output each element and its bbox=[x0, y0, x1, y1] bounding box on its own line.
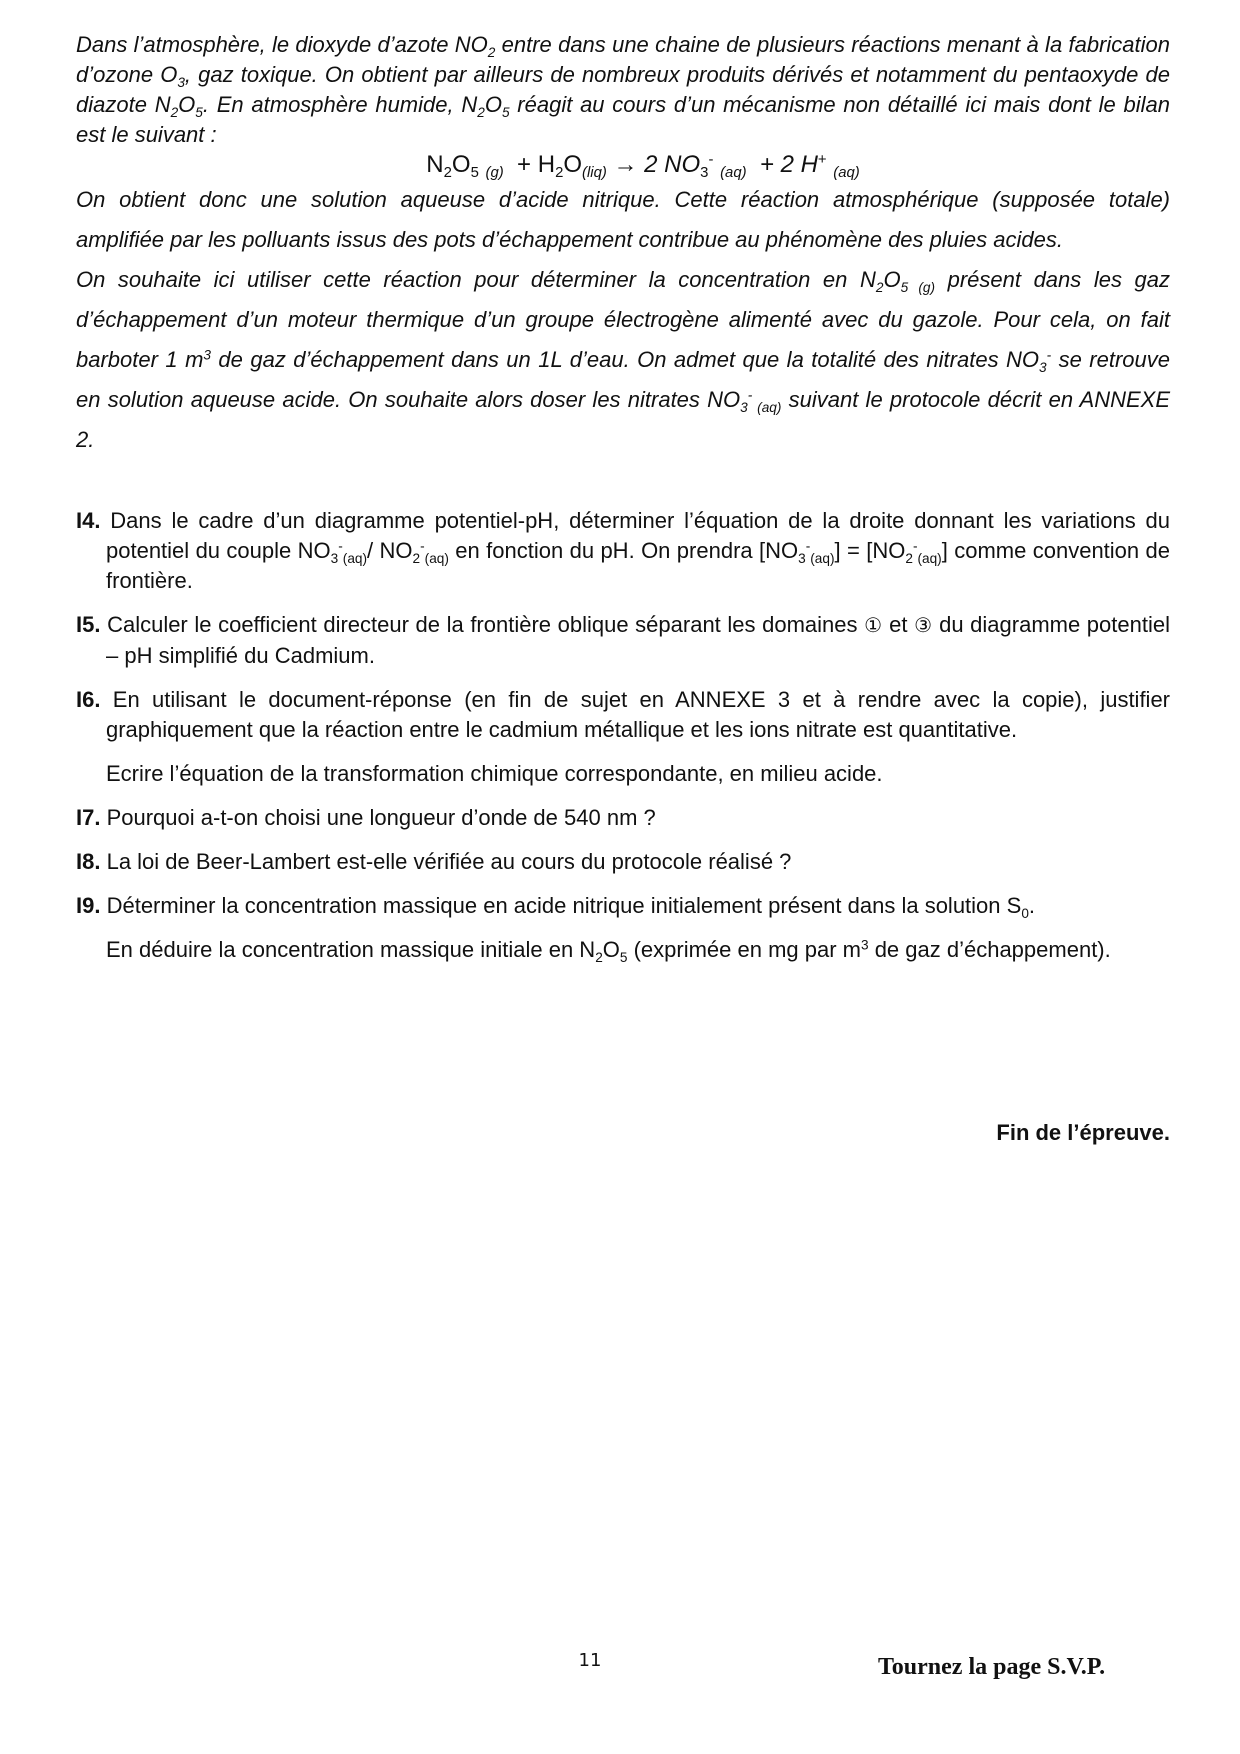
subscript: 2 bbox=[595, 949, 603, 965]
subscript: (aq) bbox=[342, 550, 368, 566]
question-label: I6. bbox=[76, 687, 101, 712]
subscript: 5 bbox=[619, 949, 628, 965]
subscript: 2 bbox=[905, 550, 913, 566]
intro-paragraph-2: On obtient donc une solution aqueuse d’acide nitrique. Cette réaction atmosphérique (supposée totale) amplifiée par les polluants issus des pots d’échappement contribue au phénomène des pluies acides. bbox=[76, 187, 1170, 252]
subscript: (aq) bbox=[424, 550, 449, 566]
superscript: 3 bbox=[861, 937, 869, 953]
text-run: , gaz toxique. On obtient par ailleurs de nombreux produits dérivés et notamment du pentaoxyde de diazote N bbox=[76, 62, 1170, 117]
text-run: ] comme convention de frontière. bbox=[106, 538, 1171, 593]
question-i4 bbox=[76, 506, 1170, 596]
state-label: (aq) bbox=[833, 165, 860, 182]
text-run: Pourquoi a-t-on choisi une longueur d’onde de 540 nm ? bbox=[100, 805, 656, 830]
text-run: On souhaite ici utiliser cette réaction pour déterminer la concentration en N bbox=[76, 267, 876, 292]
state-label: (aq) bbox=[720, 165, 747, 182]
text-run: + 2 H bbox=[759, 151, 818, 178]
text-run: suivant le protocole décrit en ANNEXE 2. bbox=[76, 387, 1170, 452]
subscript: 2 bbox=[443, 165, 452, 182]
circled-one: ① bbox=[864, 615, 883, 637]
end-of-exam-label: Fin de l’épreuve. bbox=[996, 1120, 1170, 1145]
text-run: O bbox=[563, 151, 583, 178]
text-run: Calculer le coefficient directeur de la frontière oblique séparant les domaines bbox=[100, 612, 865, 637]
text-run: O bbox=[484, 92, 502, 117]
subscript: (aq) bbox=[917, 550, 942, 566]
text-run: N bbox=[426, 151, 444, 178]
text-run: O bbox=[178, 92, 196, 117]
text-run: / NO bbox=[367, 538, 413, 563]
superscript: + bbox=[817, 151, 827, 168]
page-content bbox=[76, 30, 1170, 979]
superscript: - bbox=[338, 538, 343, 554]
text-run: (exprimée en mg par m bbox=[627, 937, 861, 962]
text-run: et bbox=[882, 612, 915, 637]
question-label: I7. bbox=[76, 805, 101, 830]
subscript: 2 bbox=[170, 104, 179, 120]
subscript: 2 bbox=[477, 104, 485, 120]
subscript: 2 bbox=[412, 550, 421, 566]
subscript: 2 bbox=[487, 44, 496, 60]
subscript: 5 bbox=[195, 104, 203, 120]
subscript: (aq) bbox=[752, 399, 782, 415]
question-i7 bbox=[76, 803, 1170, 833]
text-run: se retrouve en solution aqueuse acide. On souhaite alors doser les nitrates NO bbox=[76, 347, 1170, 412]
text-run: présent dans les gaz d’échappement d’un moteur thermique d’un groupe électrogène alimenté avec du gazole. Pour cela, on fait barboter 1 m bbox=[76, 267, 1171, 372]
text-run: + H bbox=[517, 151, 556, 178]
subscript: 5 bbox=[501, 104, 510, 120]
question-i9-followup bbox=[106, 935, 1170, 965]
text-run: O bbox=[602, 937, 620, 962]
text-run: en fonction du pH. On prendra [NO bbox=[448, 538, 799, 563]
text-run: Dans le cadre d’un diagramme potentiel-pH, déterminer l’équation de la droite donnant les variations du potentiel du couple NO bbox=[100, 508, 1170, 563]
page-number: 11 bbox=[578, 1650, 602, 1671]
text-run: entre dans une chaine de plusieurs réactions menant à la fabrication d’ozone O bbox=[76, 32, 1170, 87]
superscript: 3 bbox=[203, 347, 211, 363]
superscript: - bbox=[1046, 347, 1052, 363]
question-label: I9. bbox=[76, 893, 101, 918]
text-run: 2 NO bbox=[644, 151, 701, 178]
subscript: 2 bbox=[555, 165, 564, 182]
text-run: Dans l’atmosphère, le dioxyde d’azote NO bbox=[76, 32, 488, 57]
text-run: O bbox=[451, 151, 471, 178]
text-run: . En atmosphère humide, N bbox=[202, 92, 478, 117]
text-run: de gaz d’échappement). bbox=[868, 937, 1111, 962]
text-run: La loi de Beer-Lambert est-elle vérifiée au cours du protocole réalisé ? bbox=[100, 849, 792, 874]
subscript: 3 bbox=[177, 74, 185, 90]
text-run: O bbox=[883, 267, 901, 292]
subscript: 3 bbox=[740, 399, 748, 415]
text-run: En déduire la concentration massique initiale en N bbox=[106, 937, 596, 962]
superscript: - bbox=[912, 538, 918, 554]
question-i6 bbox=[76, 685, 1170, 745]
intro-paragraph bbox=[76, 30, 1170, 150]
subscript: 5 (g) bbox=[900, 279, 936, 295]
intro-section bbox=[76, 30, 1170, 460]
text-run: Déterminer la concentration massique en acide nitrique initialement présent dans la solution S bbox=[100, 893, 1022, 918]
superscript: - bbox=[420, 538, 425, 554]
question-i5 bbox=[76, 610, 1170, 671]
state-label: (liq) bbox=[582, 165, 607, 182]
subscript: 3 bbox=[700, 165, 709, 182]
superscript: - bbox=[747, 387, 753, 403]
questions-section bbox=[76, 506, 1170, 965]
subscript: (aq) bbox=[810, 550, 835, 566]
reaction-equation bbox=[76, 150, 1170, 180]
text-run: du diagramme potentiel – pH simplifié du Cadmium. bbox=[106, 612, 1170, 668]
superscript: - bbox=[708, 151, 714, 168]
circled-three: ③ bbox=[914, 615, 933, 637]
question-i9 bbox=[76, 891, 1170, 921]
text-run: de gaz d’échappement dans un 1L d’eau. On admet que la totalité des nitrates NO bbox=[210, 347, 1040, 372]
subscript: 3 bbox=[1039, 359, 1047, 375]
intro-paragraph-3 bbox=[76, 260, 1170, 460]
question-label: I4. bbox=[76, 508, 101, 533]
subscript: 2 bbox=[875, 279, 884, 295]
text-run: . bbox=[1028, 893, 1036, 918]
reaction-arrow: → bbox=[613, 151, 638, 178]
question-label: I5. bbox=[76, 612, 101, 637]
question-i6-followup: Ecrire l’équation de la transformation chimique correspondante, en milieu acide. bbox=[106, 761, 883, 786]
subscript: 0 bbox=[1021, 905, 1029, 921]
text-run: ] = [NO bbox=[834, 538, 906, 563]
question-i8 bbox=[76, 847, 1170, 877]
text-run: En utilisant le document-réponse (en fin de sujet en ANNEXE 3 et à rendre avec la copie), justifier graphiquement que la réaction entre le cadmium métallique et les ions nitrate est quantitative. bbox=[100, 687, 1170, 742]
turn-page-label: Tournez la page S.V.P. bbox=[878, 1654, 1106, 1680]
subscript: 3 bbox=[330, 550, 339, 566]
text-run: réagit au cours d’un mécanisme non détaillé ici mais dont le bilan est le suivant : bbox=[76, 92, 1171, 147]
state-label: (g) bbox=[485, 165, 504, 182]
subscript: 5 bbox=[470, 165, 479, 182]
question-label: I8. bbox=[76, 849, 101, 874]
superscript: - bbox=[805, 538, 811, 554]
subscript: 3 bbox=[798, 550, 806, 566]
